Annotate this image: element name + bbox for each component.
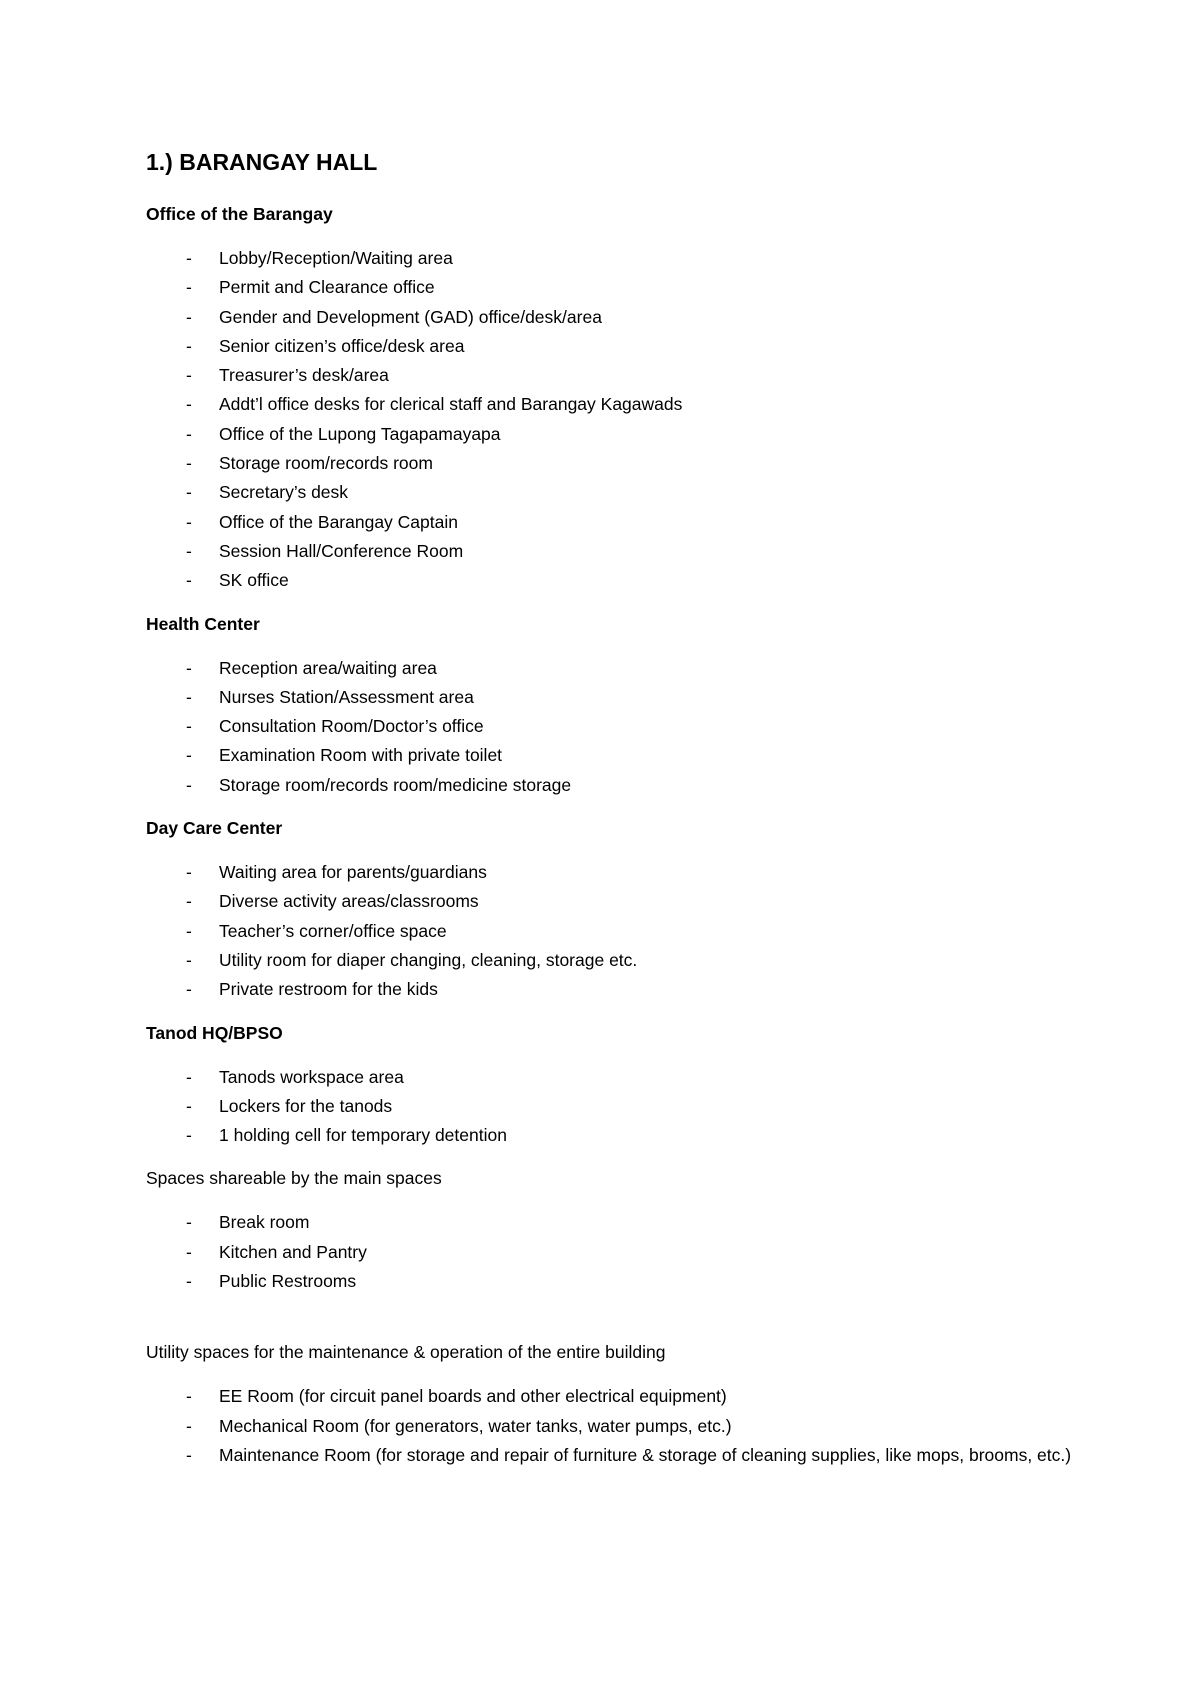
document-content <box>146 148 1076 1486</box>
section-heading-utility-spaces: Utility spaces for the maintenance & operation of the entire building <box>146 1342 666 1363</box>
list-item: - Maintenance Room (for storage and repair of furniture & storage of cleaning supplies, like mops, brooms, etc.) <box>146 1441 1076 1470</box>
list-item: - SK office <box>146 566 1076 595</box>
section-heading-tanod-hq: Tanod HQ/BPSO <box>146 1022 283 1043</box>
bullet-dash: - <box>186 657 192 678</box>
bullet-dash: - <box>186 570 192 591</box>
list-item: - Tanods workspace area <box>146 1063 1076 1092</box>
bullet-dash: - <box>186 248 192 268</box>
list-item: - Gender and Development (GAD) office/desk/area <box>146 303 1076 332</box>
bullet-dash: - <box>186 920 192 941</box>
bullet-dash: - <box>186 745 192 766</box>
list-item: - EE Room (for circuit panel boards and other electrical equipment) <box>146 1382 1076 1411</box>
bullet-dash: - <box>186 716 192 737</box>
shareable-spaces-list <box>146 1208 1076 1296</box>
list-item: - Treasurer’s desk/area <box>146 361 1076 390</box>
list-item: - Office of the Barangay Captain <box>146 508 1076 537</box>
bullet-dash: - <box>186 482 192 503</box>
bullet-dash: - <box>186 1271 192 1292</box>
bullet-dash: - <box>186 335 192 356</box>
bullet-dash: - <box>186 862 192 883</box>
list-item: - Kitchen and Pantry <box>146 1238 1076 1267</box>
list-item: - Lobby/Reception/Waiting area <box>146 244 1076 273</box>
list-item: - Secretary’s desk <box>146 478 1076 507</box>
list-item: - Break room <box>146 1208 1076 1237</box>
day-care-center-list <box>146 858 1076 1004</box>
bullet-dash: - <box>186 306 192 327</box>
bullet-dash: - <box>186 891 192 912</box>
bullet-dash: - <box>186 686 192 707</box>
list-item: - Utility room for diaper changing, cleaning, storage etc. <box>146 946 1076 975</box>
bullet-dash: - <box>186 1095 192 1116</box>
bullet-dash: - <box>186 1444 192 1465</box>
list-item: - 1 holding cell for temporary detention <box>146 1121 1076 1150</box>
list-item: - Addt’l office desks for clerical staff and Barangay Kagawads <box>146 390 1076 419</box>
list-item: - Private restroom for the kids <box>146 975 1076 1004</box>
bullet-dash: - <box>186 365 192 386</box>
section-heading-office-of-barangay: Office of the Barangay <box>146 204 333 224</box>
bullet-dash: - <box>186 1415 192 1436</box>
bullet-dash: - <box>186 511 192 532</box>
bullet-dash: - <box>186 1125 192 1146</box>
list-item: - Lockers for the tanods <box>146 1092 1076 1121</box>
list-item: - Teacher’s corner/office space <box>146 917 1076 946</box>
section-heading-health-center: Health Center <box>146 613 260 634</box>
list-item: - Reception area/waiting area <box>146 654 1076 683</box>
list-item: - Storage room/records room <box>146 449 1076 478</box>
bullet-dash: - <box>186 453 192 474</box>
bullet-dash: - <box>186 394 192 415</box>
section-heading-day-care-center: Day Care Center <box>146 818 283 839</box>
bullet-dash: - <box>186 949 192 970</box>
list-item: - Waiting area for parents/guardians <box>146 858 1076 887</box>
bullet-dash: - <box>186 1212 192 1233</box>
bullet-dash: - <box>186 1066 192 1087</box>
list-item: - Public Restrooms <box>146 1267 1076 1296</box>
bullet-dash: - <box>186 1241 192 1262</box>
list-item: - Storage room/records room/medicine storage <box>146 771 1076 800</box>
list-item: - Nurses Station/Assessment area <box>146 683 1076 712</box>
list-item: - Consultation Room/Doctor’s office <box>146 712 1076 741</box>
bullet-dash: - <box>186 277 192 298</box>
section-heading-shareable-spaces: Spaces shareable by the main spaces <box>146 1168 442 1189</box>
list-item: - Session Hall/Conference Room <box>146 537 1076 566</box>
utility-spaces-list <box>146 1382 1076 1470</box>
list-item: - Examination Room with private toilet <box>146 741 1076 770</box>
list-item: - Mechanical Room (for generators, water tanks, water pumps, etc.) <box>146 1412 1076 1441</box>
spacer <box>146 1312 1076 1340</box>
list-item: - Diverse activity areas/classrooms <box>146 887 1076 916</box>
list-item: - Permit and Clearance office <box>146 273 1076 302</box>
document-title: 1.) BARANGAY HALL <box>146 149 378 175</box>
bullet-dash: - <box>186 1386 192 1407</box>
bullet-dash: - <box>186 979 192 1000</box>
bullet-dash: - <box>186 540 192 561</box>
bullet-dash: - <box>186 774 192 795</box>
bullet-dash: - <box>186 423 192 444</box>
health-center-list <box>146 654 1076 800</box>
tanod-hq-list <box>146 1063 1076 1151</box>
office-of-barangay-list <box>146 244 1076 596</box>
list-item: - Senior citizen’s office/desk area <box>146 332 1076 361</box>
list-item: - Office of the Lupong Tagapamayapa <box>146 420 1076 449</box>
